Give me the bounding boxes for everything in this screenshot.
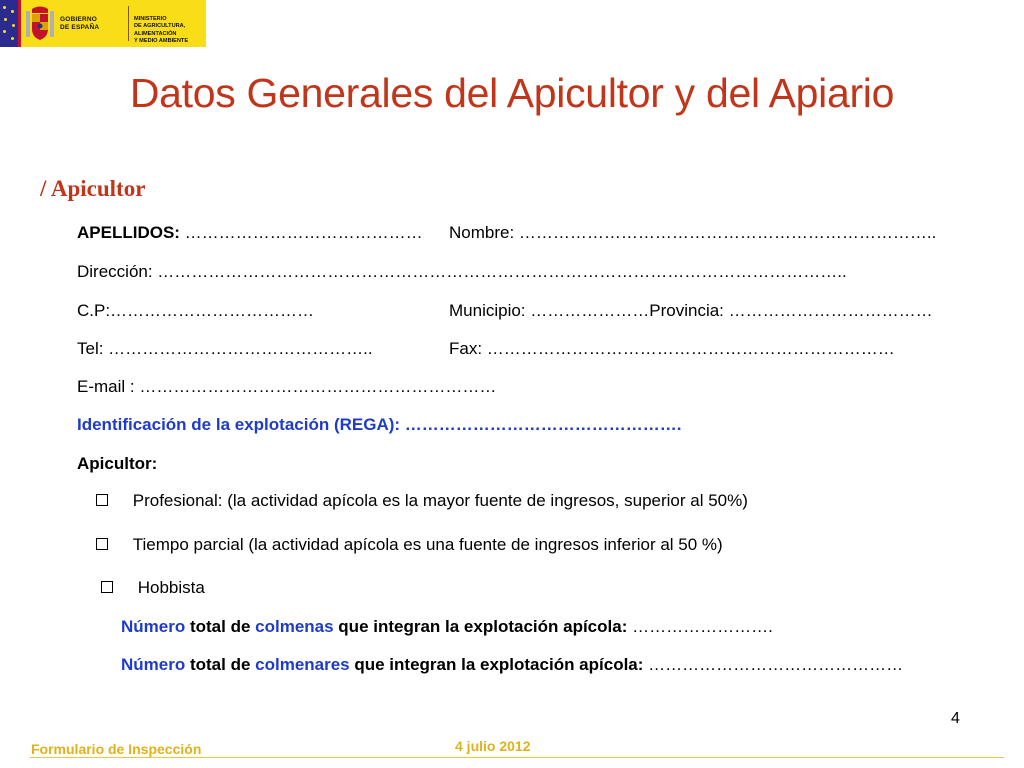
- tel-field: Tel: ………………………………………..: [77, 339, 373, 358]
- colmenares-word-1: Número: [121, 655, 186, 674]
- colmenas-word-3: colmenas: [255, 617, 334, 636]
- eu-flag-stripe: [0, 0, 18, 47]
- colmenas-word-1: Número: [121, 617, 186, 636]
- checkbox-icon[interactable]: [101, 581, 113, 593]
- footer-title: Formulario de Inspección: [31, 741, 202, 757]
- page-number: 4: [951, 710, 960, 727]
- email-field: E-mail : ………………………………………………………: [77, 377, 497, 396]
- colmenas-field: [121, 616, 773, 638]
- checkbox-icon[interactable]: [96, 538, 108, 550]
- ministry-line-2: DE AGRICULTURA, ALIMENTACIÓN: [134, 23, 186, 37]
- option-label: Profesional: (la actividad apícola es la mayor fuente de ingresos, superior al 50%): [132, 491, 748, 510]
- fax-field: Fax: ………………………………………………………………: [449, 339, 895, 358]
- logo-divider: [128, 6, 129, 41]
- colmenas-dots: …………………….: [627, 617, 773, 636]
- colmenares-field: [121, 654, 903, 676]
- slide-title: Datos Generales del Apicultor y del Apiario: [129, 70, 895, 116]
- rega-field: Identificación de la explotación (REGA): ………………………………………….: [77, 415, 682, 434]
- option-tiempo-parcial: [96, 534, 723, 556]
- coat-of-arms-icon: [24, 5, 56, 43]
- municipio-provincia-field: Municipio: …………………Provincia: ………………………………: [449, 301, 933, 320]
- direccion-field: Dirección: …………………………………………………………………………………………………………..: [77, 262, 847, 281]
- government-logo: [0, 0, 206, 47]
- gov-line-2: DE ESPAÑA: [60, 24, 100, 31]
- colmenares-word-4: que integran la explotación apícola:: [349, 655, 644, 674]
- option-hobbista: [101, 577, 205, 599]
- apellidos-dots: ……………………………………: [179, 223, 423, 242]
- ministry-line-1: MINISTERIO: [134, 16, 167, 22]
- colmenas-word-2: total de: [185, 617, 256, 636]
- ministry-text: [134, 16, 206, 46]
- cp-field: C.P:………………………………: [77, 301, 315, 320]
- option-label: Hobbista: [137, 578, 205, 597]
- footer-date: 4 julio 2012: [455, 738, 531, 754]
- apellidos-field: [77, 222, 423, 244]
- flag-red-bar: [18, 0, 21, 47]
- checkbox-icon[interactable]: [96, 494, 108, 506]
- colmenares-word-3: colmenares: [255, 655, 350, 674]
- apicultor-label: Apicultor:: [77, 454, 158, 473]
- section-subtitle: / Apicultor: [40, 176, 146, 201]
- option-profesional: [96, 490, 748, 512]
- colmenas-word-4: que integran la explotación apícola:: [333, 617, 628, 636]
- nombre-field: Nombre: ………………………………………………………………..: [449, 223, 937, 242]
- footer-divider: [30, 757, 1004, 758]
- apellidos-label: APELLIDOS:: [77, 223, 180, 242]
- colmenares-dots: ………………………………………: [643, 655, 904, 674]
- ministry-line-3: Y MEDIO AMBIENTE: [134, 38, 189, 45]
- gov-line-1: GOBIERNO: [60, 16, 97, 23]
- option-label: Tiempo parcial (la actividad apícola es una fuente de ingresos inferior al 50 %): [132, 535, 723, 554]
- colmenares-word-2: total de: [185, 655, 256, 674]
- government-text: [60, 16, 99, 32]
